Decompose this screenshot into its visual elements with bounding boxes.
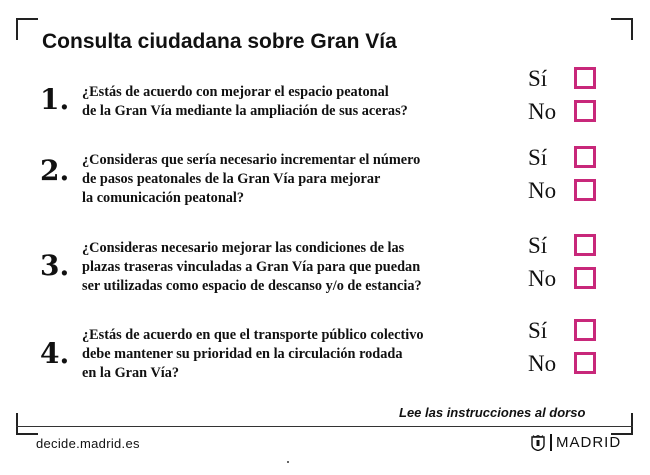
option-no-label: No — [528, 99, 557, 124]
option-yes-label: Sí — [528, 145, 548, 170]
question-number: 4. — [40, 337, 70, 370]
question-line: ¿Estás de acuerdo en que el transporte público colectivo — [82, 327, 424, 343]
option-no[interactable] — [528, 97, 608, 127]
print-dot — [287, 461, 289, 463]
website-url: decide.madrid.es — [36, 436, 140, 451]
option-yes-label: Sí — [528, 233, 548, 258]
question-line: de pasos peatonales de la Gran Vía para mejorar — [82, 171, 381, 187]
option-no-label: No — [528, 351, 557, 376]
option-no-label: No — [528, 178, 557, 203]
option-yes[interactable] — [528, 231, 608, 261]
crop-mark-top-right — [611, 18, 633, 40]
question-number: 3. — [40, 249, 70, 282]
option-yes[interactable] — [528, 143, 608, 173]
yes-checkbox[interactable] — [574, 146, 596, 168]
option-yes[interactable] — [528, 64, 608, 94]
question-line: ser utilizadas como espacio de descanso y/o de estancia? — [82, 278, 422, 294]
option-no[interactable] — [528, 264, 608, 294]
question-text — [82, 83, 408, 121]
footer-divider — [16, 426, 633, 427]
no-checkbox[interactable] — [574, 179, 596, 201]
question-number: 2. — [40, 154, 70, 187]
ballot-title: Consulta ciudadana sobre Gran Vía — [42, 30, 397, 53]
yes-checkbox[interactable] — [574, 67, 596, 89]
question-line: plazas traseras vinculadas a Gran Vía para que puedan — [82, 259, 421, 275]
option-no[interactable] — [528, 176, 608, 206]
question-line: la comunicación peatonal? — [82, 190, 245, 206]
question-text — [82, 151, 420, 208]
option-yes[interactable] — [528, 316, 608, 346]
question-line: ¿Consideras necesario mejorar las condiciones de las — [82, 240, 405, 256]
logo-text: MADRID — [556, 434, 622, 451]
instructions-note: Lee las instrucciones al dorso — [399, 405, 586, 420]
logo-separator — [550, 434, 552, 451]
crop-mark-bottom-left — [16, 413, 38, 435]
question-line: ¿Consideras que sería necesario incrementar el número — [82, 152, 421, 168]
madrid-seal-icon — [531, 435, 545, 451]
crop-mark-bottom-right — [611, 413, 633, 435]
yes-checkbox[interactable] — [574, 234, 596, 256]
option-no[interactable] — [528, 349, 608, 379]
no-checkbox[interactable] — [574, 100, 596, 122]
question-text — [82, 326, 424, 383]
yes-checkbox[interactable] — [574, 319, 596, 341]
question-number: 1. — [40, 83, 70, 116]
option-no-label: No — [528, 266, 557, 291]
no-checkbox[interactable] — [574, 267, 596, 289]
question-line: ¿Estás de acuerdo con mejorar el espacio peatonal — [82, 84, 389, 100]
no-checkbox[interactable] — [574, 352, 596, 374]
option-yes-label: Sí — [528, 318, 548, 343]
question-line: de la Gran Vía mediante la ampliación de sus aceras? — [82, 103, 408, 119]
question-line: debe mantener su prioridad en la circulación rodada — [82, 346, 403, 362]
crop-mark-top-left — [16, 18, 38, 40]
option-yes-label: Sí — [528, 66, 548, 91]
question-text — [82, 239, 422, 296]
question-line: en la Gran Vía? — [82, 365, 180, 381]
